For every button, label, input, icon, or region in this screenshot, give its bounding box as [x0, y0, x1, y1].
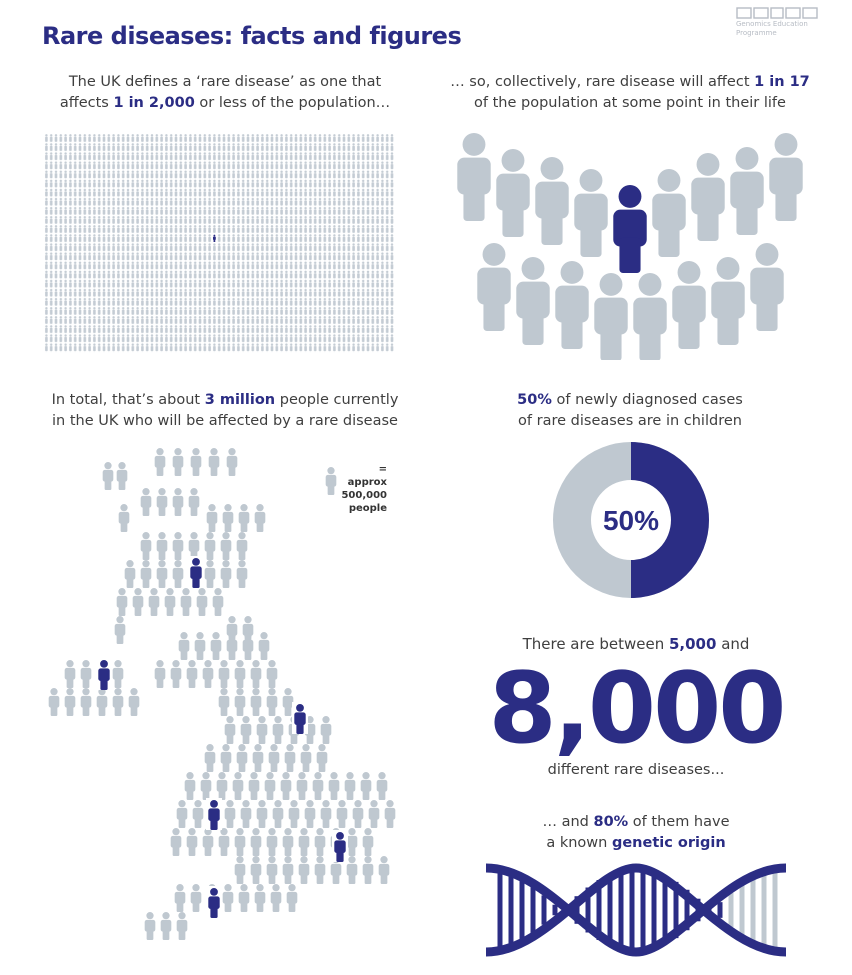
person-icon	[769, 133, 802, 221]
person-icon	[321, 716, 332, 744]
uk-map-people	[0, 440, 430, 960]
person-icon	[235, 660, 246, 688]
total-caption	[30, 390, 420, 432]
person-icon	[205, 560, 216, 588]
person-icon	[321, 800, 332, 828]
person-icon	[672, 261, 705, 349]
person-icon	[251, 856, 262, 884]
genetic-post: of them have	[628, 814, 730, 830]
person-icon	[273, 716, 284, 744]
person-icon	[457, 133, 490, 221]
person-icon	[301, 744, 312, 772]
total-line-2: in the UK who will be affected by a rare disease	[52, 413, 398, 429]
person-icon	[243, 632, 254, 660]
person-icon	[113, 660, 124, 688]
person-icon	[652, 169, 685, 257]
person-icon	[361, 772, 372, 800]
person-icon	[115, 616, 126, 644]
person-icon	[141, 560, 152, 588]
person-icon	[257, 716, 268, 744]
person-icon	[255, 504, 266, 532]
person-icon	[201, 772, 212, 800]
total-pre: In total, that’s about	[51, 392, 205, 408]
seventeen-people-icon-group	[450, 125, 820, 360]
person-icon	[187, 660, 198, 688]
person-icon	[253, 744, 264, 772]
page-title: Rare diseases: facts and figures	[42, 22, 462, 50]
person-icon	[315, 828, 326, 856]
person-icon	[251, 660, 262, 688]
genomics-education-logo	[736, 6, 836, 38]
person-icon	[223, 884, 234, 912]
person-icon	[271, 884, 282, 912]
person-icon	[195, 632, 206, 660]
person-icon	[239, 504, 250, 532]
person-icon	[211, 632, 222, 660]
legend-line-1: = approx	[347, 464, 387, 488]
children-caption	[460, 390, 800, 432]
count-pre: There are between	[522, 635, 669, 653]
person-icon	[233, 772, 244, 800]
person-icon	[237, 560, 248, 588]
person-icon	[117, 462, 128, 490]
genetic-line2-pre: a known	[546, 835, 612, 851]
person-icon	[113, 688, 124, 716]
person-icon	[157, 488, 168, 516]
person-icon	[297, 772, 308, 800]
person-icon	[219, 688, 230, 716]
person-icon	[161, 912, 172, 940]
person-icon	[516, 257, 549, 345]
definition-highlight: 1 in 2,000	[113, 95, 195, 111]
person-icon	[379, 856, 390, 884]
person-icon	[363, 856, 374, 884]
person-icon	[207, 504, 218, 532]
definition-caption	[40, 72, 410, 114]
person-icon	[213, 588, 224, 616]
definition-line-1: The UK defines a ‘rare disease’ as one that	[68, 74, 382, 90]
legend-person-shape	[326, 467, 337, 495]
person-icon	[235, 688, 246, 716]
person-icon	[129, 688, 140, 716]
legend-line-2: 500,000	[341, 490, 387, 501]
person-icon	[235, 856, 246, 884]
count-post: and	[716, 635, 750, 653]
person-icon	[225, 800, 236, 828]
person-icon	[267, 828, 278, 856]
person-icon	[305, 800, 316, 828]
total-line-1	[30, 390, 420, 411]
person-icon	[191, 884, 202, 912]
person-icon	[633, 273, 666, 360]
person-icon	[243, 616, 254, 644]
person-icon	[249, 772, 260, 800]
person-icon	[377, 772, 388, 800]
person-icon	[173, 448, 184, 476]
person-icon	[730, 147, 763, 235]
person-icon	[117, 588, 128, 616]
person-icon	[193, 800, 204, 828]
person-icon	[177, 800, 188, 828]
person-icon	[203, 660, 214, 688]
person-icon	[289, 800, 300, 828]
person-icon	[149, 588, 160, 616]
legend-person-icon	[324, 466, 338, 498]
collective-caption	[440, 72, 820, 114]
legend-text	[337, 463, 387, 515]
person-icon	[189, 532, 200, 560]
logo-mark-icon	[736, 6, 818, 20]
donut-label: 50%	[602, 505, 660, 536]
person-icon	[155, 660, 166, 688]
person-icon	[171, 828, 182, 856]
person-icon	[750, 243, 783, 331]
person-icon	[259, 632, 270, 660]
person-icon	[235, 828, 246, 856]
person-icon	[285, 744, 296, 772]
person-icon	[219, 660, 230, 688]
count-highlight: 5,000	[668, 635, 717, 653]
person-icon	[535, 157, 568, 245]
logo-text-line-2: Programme	[736, 29, 777, 37]
collective-line-2: of the population at some point in their life	[474, 95, 786, 111]
person-icon	[239, 884, 250, 912]
person-icon	[173, 488, 184, 516]
collective-prefix: … so, collectively, rare disease will affect	[450, 74, 755, 90]
person-icon	[175, 884, 186, 912]
person-icon	[165, 588, 176, 616]
total-post: people currently	[275, 392, 399, 408]
person-icon	[173, 560, 184, 588]
person-icon	[313, 772, 324, 800]
logo-text-line-1: Genomics Education	[736, 20, 808, 28]
person-icon	[283, 828, 294, 856]
person-icon	[221, 560, 232, 588]
genetic-highlight: 80%	[593, 814, 629, 830]
person-icon	[141, 532, 152, 560]
genetic-line-2	[480, 833, 792, 854]
person-icon	[155, 448, 166, 476]
dna-helix-icon	[486, 860, 786, 960]
person-icon	[225, 716, 236, 744]
person-icon	[237, 744, 248, 772]
person-icon	[251, 688, 262, 716]
count-footer: different rare diseases...	[547, 762, 725, 778]
person-icon	[315, 856, 326, 884]
person-icon	[273, 800, 284, 828]
person-icon	[281, 772, 292, 800]
person-icon	[191, 448, 202, 476]
person-icon	[711, 257, 744, 345]
collective-highlight: 1 in 17	[754, 74, 810, 90]
person-icon	[221, 744, 232, 772]
person-icon	[299, 828, 310, 856]
population-grid	[44, 134, 394, 354]
person-icon	[179, 632, 190, 660]
person-icon	[227, 448, 238, 476]
person-icon	[173, 532, 184, 560]
person-icon	[223, 504, 234, 532]
person-icon	[125, 560, 136, 588]
collective-line-1	[440, 72, 820, 93]
person-icon	[203, 828, 214, 856]
person-icon	[221, 532, 232, 560]
person-icon	[205, 532, 216, 560]
person-icon	[347, 856, 358, 884]
person-icon	[119, 504, 130, 532]
person-icon	[209, 448, 220, 476]
person-icon	[145, 912, 156, 940]
person-icon	[555, 261, 588, 349]
person-icon	[287, 884, 298, 912]
person-icon	[197, 588, 208, 616]
person-icon	[141, 488, 152, 516]
person-icon	[241, 800, 252, 828]
genetic-line2-highlight: genetic origin	[611, 835, 726, 851]
person-icon	[49, 688, 60, 716]
person-icon	[227, 616, 238, 644]
person-icon	[219, 828, 230, 856]
children-line-1	[460, 390, 800, 411]
person-icon	[267, 660, 278, 688]
person-icon	[353, 800, 364, 828]
person-icon	[217, 772, 228, 800]
person-icon	[594, 273, 627, 360]
population-grid-people	[44, 134, 394, 352]
genetic-pre: … and	[542, 814, 594, 830]
person-icon	[345, 772, 356, 800]
person-icon	[157, 532, 168, 560]
person-icon	[81, 660, 92, 688]
person-icon	[267, 856, 278, 884]
definition-post: or less of the population…	[194, 95, 391, 111]
person-icon	[241, 716, 252, 744]
person-icon	[251, 828, 262, 856]
person-icon	[103, 462, 114, 490]
person-icon	[369, 800, 380, 828]
person-icon	[347, 828, 358, 856]
person-icon	[185, 772, 196, 800]
person-icon	[157, 560, 168, 588]
person-icon	[133, 588, 144, 616]
person-icon	[283, 856, 294, 884]
person-icon	[691, 153, 724, 241]
person-icon	[177, 912, 188, 940]
person-icon	[237, 532, 248, 560]
person-icon	[329, 772, 340, 800]
person-icon	[255, 884, 266, 912]
definition-line-2	[40, 93, 410, 114]
person-icon	[171, 660, 182, 688]
person-icon	[299, 856, 310, 884]
person-icon	[477, 243, 510, 331]
children-line-2: of rare diseases are in children	[518, 413, 742, 429]
person-icon	[267, 688, 278, 716]
person-icon	[181, 588, 192, 616]
children-highlight: 50%	[517, 392, 552, 408]
person-icon	[189, 488, 200, 516]
person-icon	[574, 169, 607, 257]
person-icon	[97, 688, 108, 716]
highlighted-person-icon	[613, 185, 646, 273]
person-icon	[205, 744, 216, 772]
person-icon	[81, 688, 92, 716]
disease-count-big-number: 8,000	[488, 652, 784, 766]
children-post: of newly diagnosed cases	[551, 392, 743, 408]
genetic-line-1	[480, 812, 792, 833]
person-icon	[363, 828, 374, 856]
person-icon	[65, 688, 76, 716]
person-icon	[269, 744, 280, 772]
person-icon	[317, 744, 328, 772]
person-icon	[496, 149, 529, 237]
person-icon	[187, 828, 198, 856]
person-icon	[265, 772, 276, 800]
person-icon	[283, 688, 294, 716]
genetic-caption	[480, 812, 792, 854]
legend-line-3: people	[348, 503, 387, 514]
total-highlight: 3 million	[204, 392, 276, 408]
person-icon	[385, 800, 396, 828]
person-icon	[337, 800, 348, 828]
person-icon	[227, 632, 238, 660]
person-icon	[65, 660, 76, 688]
definition-pre: affects	[59, 95, 114, 111]
children-donut-chart	[551, 440, 711, 600]
person-icon	[257, 800, 268, 828]
